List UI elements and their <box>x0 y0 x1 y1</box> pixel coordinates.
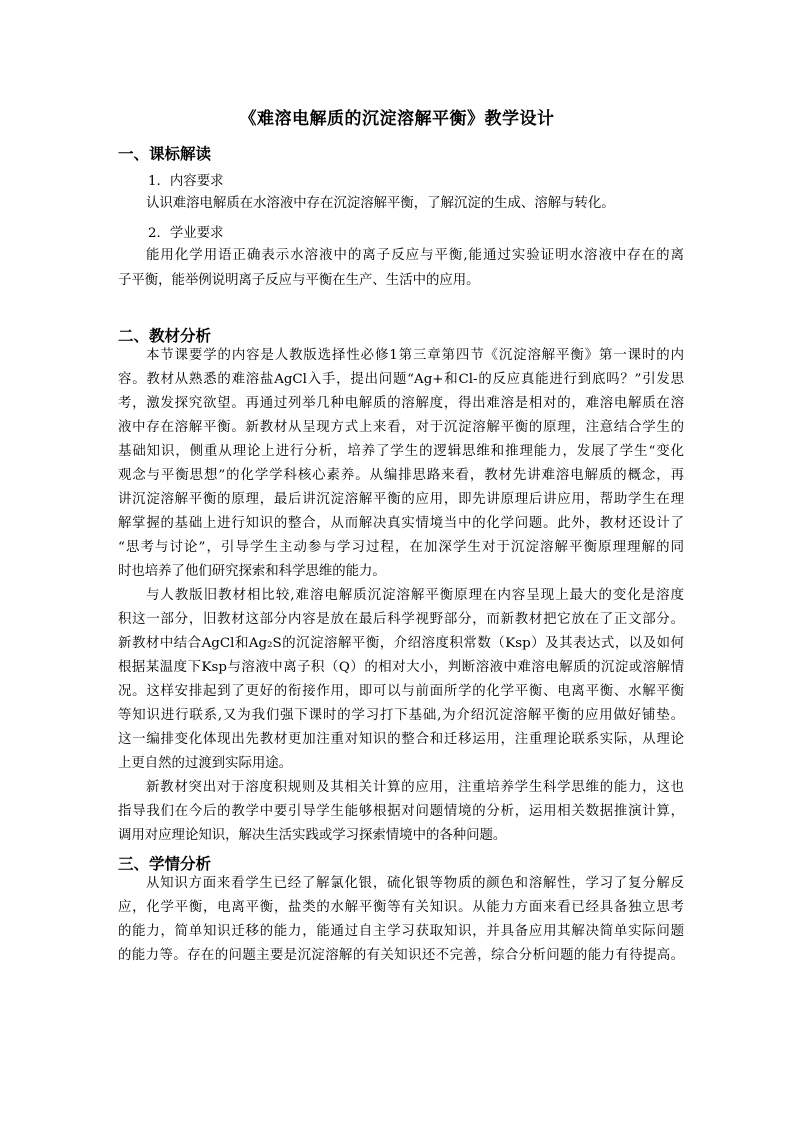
subheading-academic-requirements: 2．学业要求 <box>148 226 224 241</box>
paragraph-line: 况。这样安排起到了更好的衔接作用，即可以与前面所学的化学平衡、电离平衡、水解平衡 <box>118 684 684 699</box>
paragraph-line: 应，化学平衡，电离平衡，盐类的水解平衡等有关知识。从能力方面来看已经具备独立思考 <box>118 900 684 915</box>
paragraph-line: 指导我们在今后的教学中要引导学生能够根据对问题情境的分析，运用相关数据推演计算， <box>118 804 684 819</box>
section-heading-textbook-analysis: 二、教材分析 <box>118 326 212 345</box>
section-heading-curriculum: 一、课标解读 <box>118 144 212 163</box>
paragraph-line: 时也培养了他们研究探索和科学思维的能力。 <box>118 564 386 579</box>
paragraph-line: 的能力等。存在的问题主要是沉淀溶解的有关知识还不完善，综合分析问题的能力有待提高。 <box>118 948 684 963</box>
paragraph-line: 的能力，简单知识迁移的能力，能通过自主学习获取知识，并具备应用其解决简单实际问题 <box>118 924 684 939</box>
paragraph-line: 调用对应理论知识，解决生活实践或学习探索情境中的各种问题。 <box>118 828 507 843</box>
paragraph-line: 从知识方面来看学生已经了解氯化银，硫化银等物质的颜色和溶解性，学习了复分解反 <box>146 876 684 891</box>
paragraph-line: 根据某温度下Ksp与溶液中离子积（Q）的相对大小，判断溶液中难溶电解质的沉淀或溶解情 <box>118 660 684 675</box>
paragraph-line: “思考与讨论”，引导学生主动参与学习过程，在加深学生对于沉淀溶解平衡原理理解的同 <box>118 540 684 555</box>
subheading-content-requirements: 1．内容要求 <box>148 174 224 189</box>
document-title: 《难溶电解质的沉淀溶解平衡》教学设计 <box>239 109 555 129</box>
paragraph-line: 新教材突出对于溶度积规则及其相关计算的应用，注重培养学生科学思维的能力，这也 <box>146 780 684 795</box>
paragraph-line: 观念与平衡思想”的化学学科核心素养。从编排思路来看，教材先讲难溶电解质的概念，再 <box>118 468 684 483</box>
paragraph-line: 子平衡，能举例说明离子反应与平衡在生产、生活中的应用。 <box>118 273 480 288</box>
paragraph-line: 解掌握的基础上进行知识的整合，从而解决真实情境当中的化学问题。此外，教材还设计了 <box>118 516 684 531</box>
paragraph-line: 容。教材从熟悉的难溶盐AgCl入手，提出问题“Ag+和Cl-的反应真能进行到底吗？”引发思 <box>118 372 684 387</box>
paragraph-line: 积这一部分，旧教材这部分内容是放在最后科学视野部分，而新教材把它放在了正文部分。 <box>118 612 684 627</box>
paragraph-line: 这一编排变化体现出先教材更加注重对知识的整合和迁移运用，注重理论联系实际，从理论 <box>118 732 684 747</box>
paragraph-line: 上更自然的过渡到实际用途。 <box>118 756 293 771</box>
paragraph-line: 能用化学用语正确表示水溶液中的离子反应与平衡,能通过实验证明水溶液中存在的离 <box>146 248 684 263</box>
paragraph-line: 等知识进行联系,又为我们强下课时的学习打下基础,为介绍沉淀溶解平衡的应用做好铺垫。 <box>118 708 684 723</box>
paragraph-line: 认识难溶电解质在水溶液中存在沉淀溶解平衡，了解沉淀的生成、溶解与转化。 <box>146 196 615 211</box>
paragraph-line: 新教材中结合AgCl和Ag₂S的沉淀溶解平衡，介绍溶度积常数（Ksp）及其表达式，以及如何 <box>118 636 684 651</box>
paragraph-line: 本节课要学的内容是人教版选择性必修1第三章第四节《沉淀溶解平衡》第一课时的内 <box>146 348 684 363</box>
paragraph-line: 考，激发探究欲望。再通过列举几种电解质的溶解度，得出难溶是相对的，难溶电解质在溶 <box>118 396 684 411</box>
paragraph-line: 讲沉淀溶解平衡的原理，最后讲沉淀溶解平衡的应用，即先讲原理后讲应用，帮助学生在理 <box>118 492 684 507</box>
paragraph-line: 与人教版旧教材相比较,难溶电解质沉淀溶解平衡原理在内容呈现上最大的变化是溶度 <box>146 588 684 603</box>
paragraph-line: 液中存在溶解平衡。新教材从呈现方式上来看，对于沉淀溶解平衡的原理，注意结合学生的 <box>118 420 684 435</box>
section-heading-student-analysis: 三、学情分析 <box>118 854 212 873</box>
paragraph-line: 基础知识，侧重从理论上进行分析，培养了学生的逻辑思维和推理能力，发展了学生“变化 <box>118 444 684 459</box>
